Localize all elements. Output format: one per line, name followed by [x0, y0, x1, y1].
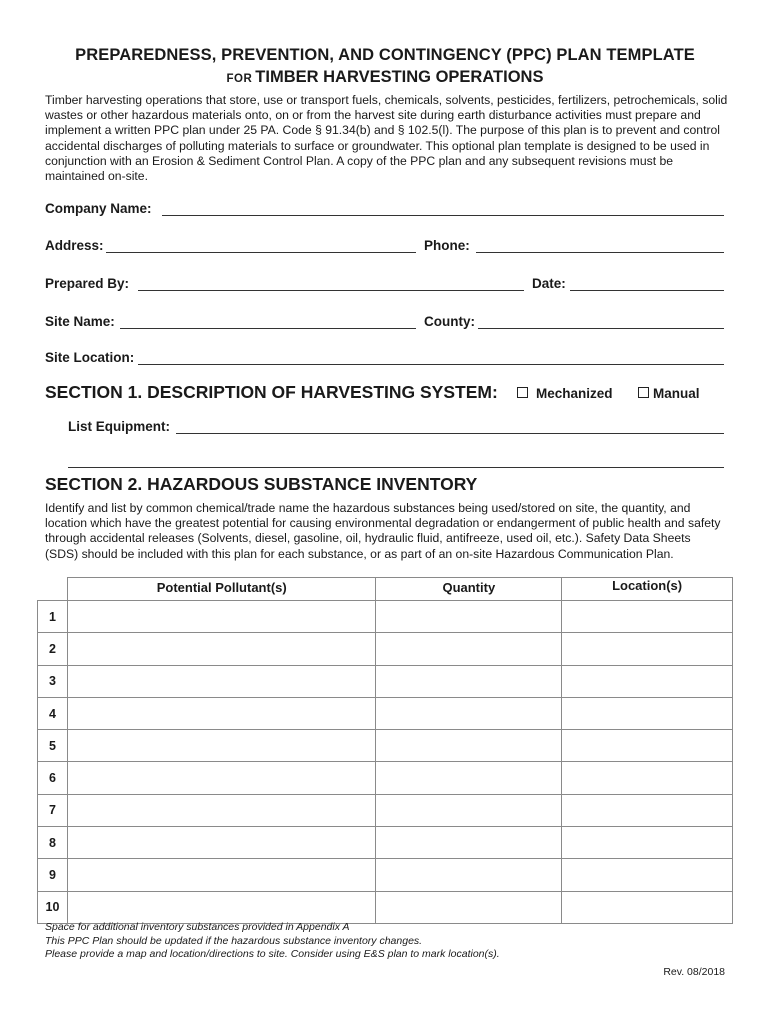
location-cell[interactable] [562, 730, 733, 762]
quantity-cell[interactable] [376, 794, 562, 826]
quantity-cell[interactable] [376, 601, 562, 633]
company-name-field[interactable] [162, 214, 724, 216]
manual-checkbox[interactable] [638, 387, 649, 398]
manual-label: Manual [653, 386, 700, 401]
location-cell[interactable] [562, 697, 733, 729]
inventory-table [37, 577, 733, 924]
location-cell[interactable] [562, 859, 733, 891]
prepared-by-label: Prepared By: [45, 276, 130, 291]
pollutant-cell[interactable] [67, 891, 376, 923]
manual-option[interactable] [638, 386, 700, 401]
location-column-header: Location(s) [562, 578, 733, 601]
subtitle-for: FOR [226, 73, 253, 85]
table-row [38, 891, 733, 923]
subtitle-text: TIMBER HARVESTING OPERATIONS [255, 68, 544, 86]
list-equipment-label: List Equipment: [68, 419, 170, 434]
table-row [38, 601, 733, 633]
pollutant-cell[interactable] [67, 794, 376, 826]
address-label: Address: [45, 238, 104, 253]
site-name-label: Site Name: [45, 314, 115, 329]
row-number: 3 [38, 665, 68, 697]
table-header-row [38, 578, 733, 601]
list-equipment-field[interactable] [176, 432, 724, 434]
quantity-column-header: Quantity [376, 578, 562, 601]
date-label: Date: [532, 276, 566, 291]
row-number: 5 [38, 730, 68, 762]
section1-heading: SECTION 1. DESCRIPTION OF HARVESTING SYSTEM: [45, 382, 498, 402]
quantity-cell[interactable] [376, 730, 562, 762]
location-cell[interactable] [562, 827, 733, 859]
site-name-field[interactable] [120, 327, 416, 329]
pollutant-cell[interactable] [67, 827, 376, 859]
location-cell[interactable] [562, 891, 733, 923]
row-number-header [38, 578, 68, 601]
county-label: County: [424, 314, 475, 329]
row-number: 1 [38, 601, 68, 633]
table-row [38, 697, 733, 729]
location-cell[interactable] [562, 794, 733, 826]
pollutant-column-header: Potential Pollutant(s) [67, 578, 376, 601]
footer-note-appendix: Space for additional inventory substances provided in Appendix A [45, 921, 350, 933]
revision-label: Rev. 08/2018 [663, 966, 725, 978]
site-location-field[interactable] [138, 363, 724, 365]
row-number: 10 [38, 891, 68, 923]
location-cell[interactable] [562, 601, 733, 633]
list-equipment-field-2[interactable] [68, 466, 724, 468]
quantity-cell[interactable] [376, 762, 562, 794]
page-title: PREPAREDNESS, PREVENTION, AND CONTINGENCY (PPC) PLAN TEMPLATE [75, 46, 695, 64]
row-number: 4 [38, 697, 68, 729]
pollutant-cell[interactable] [67, 859, 376, 891]
page-subtitle [0, 68, 770, 87]
site-location-label: Site Location: [45, 350, 135, 365]
quantity-cell[interactable] [376, 697, 562, 729]
table-row [38, 633, 733, 665]
quantity-cell[interactable] [376, 859, 562, 891]
table-row [38, 730, 733, 762]
table-row [38, 859, 733, 891]
pollutant-cell[interactable] [67, 601, 376, 633]
footer-note-update: This PPC Plan should be updated if the hazardous substance inventory changes. [45, 934, 423, 947]
section2-heading: SECTION 2. HAZARDOUS SUBSTANCE INVENTORY [45, 474, 478, 494]
footer-notes [45, 921, 500, 962]
pollutant-cell[interactable] [67, 730, 376, 762]
pollutant-cell[interactable] [67, 697, 376, 729]
pollutant-cell[interactable] [67, 633, 376, 665]
table-row [38, 827, 733, 859]
company-name-label: Company Name: [45, 201, 152, 216]
intro-paragraph: Timber harvesting operations that store, use or transport fuels, chemicals, solvents, pesticides, fertilizers, petrochemicals, solid wastes or other hazardous materials onto, on or from the harvest site during earth disturbance activities must prepare and implement a written PPC plan under 25 PA. Code § 91.34(b) and § 102.5(l). The purpose of this plan is to prevent and control accidental discharges of polluting materials to surface or groundwater. This optional plan template is designed to be used in conjunction with an Erosion & Sediment Control Plan. A copy of the PPC plan and any subsequent revisions must be maintained on-site. [45, 93, 728, 184]
row-number: 7 [38, 794, 68, 826]
mechanized-option[interactable] [517, 386, 613, 401]
table-row [38, 762, 733, 794]
prepared-by-field[interactable] [138, 289, 524, 291]
location-cell[interactable] [562, 762, 733, 794]
address-field[interactable] [106, 251, 416, 253]
pollutant-cell[interactable] [67, 665, 376, 697]
row-number: 8 [38, 827, 68, 859]
quantity-cell[interactable] [376, 891, 562, 923]
section2-instructions: Identify and list by common chemical/trade name the hazardous substances being used/stored on site, the quantity, and location which have the greatest potential for causing environmental degradation or endangerment of public health and safety through accidental releases (Solvents, diesel, gasoline, oil, hydraulic fluid, antifreeze, used oil, etc.). Safety Data Sheets (SDS) should be included with this plan for each substance, or as part of an on-site Hazardous Communication Plan. [45, 501, 721, 561]
county-field[interactable] [478, 327, 724, 329]
quantity-cell[interactable] [376, 827, 562, 859]
quantity-cell[interactable] [376, 633, 562, 665]
table-row [38, 794, 733, 826]
table-row [38, 665, 733, 697]
footer-note-map: Please provide a map and location/directions to site. Consider using E&S plan to mark location(s). [45, 948, 500, 960]
row-number: 2 [38, 633, 68, 665]
phone-field[interactable] [476, 251, 724, 253]
date-field[interactable] [570, 289, 724, 291]
mechanized-checkbox[interactable] [517, 387, 528, 398]
mechanized-label: Mechanized [536, 386, 613, 401]
pollutant-cell[interactable] [67, 762, 376, 794]
phone-label: Phone: [424, 238, 470, 253]
quantity-cell[interactable] [376, 665, 562, 697]
location-cell[interactable] [562, 633, 733, 665]
location-cell[interactable] [562, 665, 733, 697]
row-number: 9 [38, 859, 68, 891]
row-number: 6 [38, 762, 68, 794]
